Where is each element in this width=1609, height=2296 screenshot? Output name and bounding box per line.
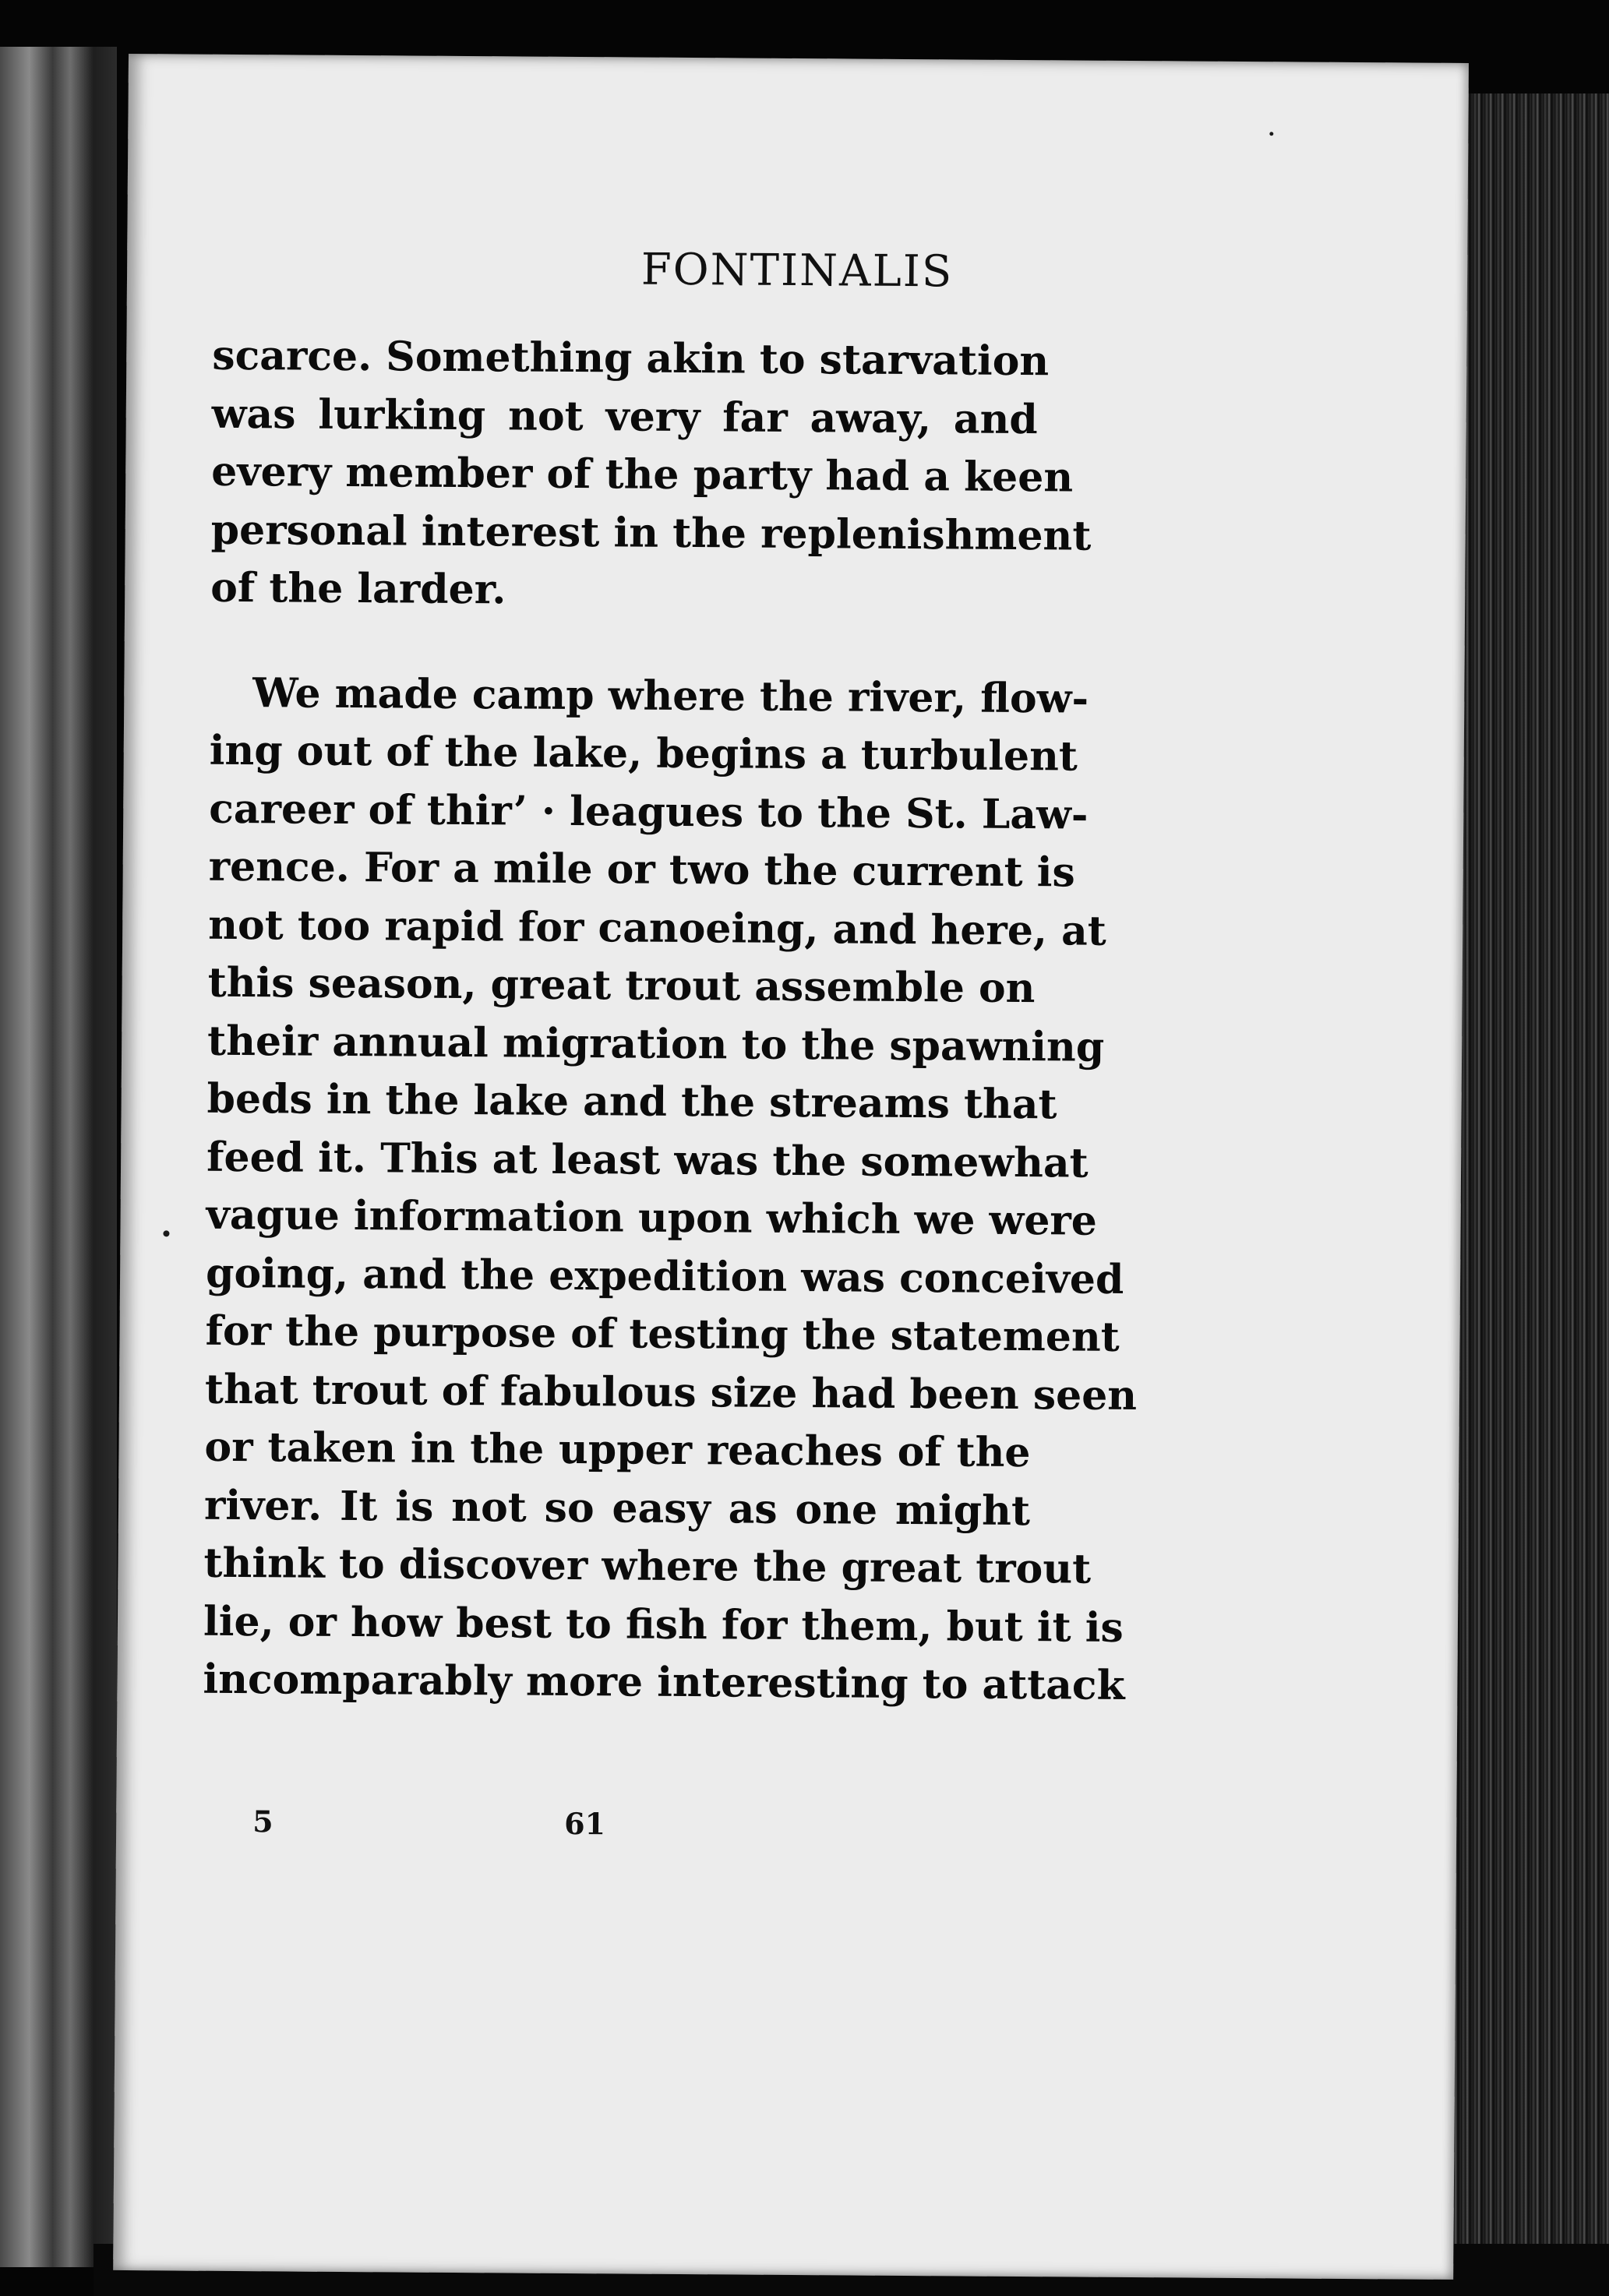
page-number: 61 (564, 1805, 606, 1842)
text-line: rence. For a mile or two the current is (208, 842, 1076, 897)
paragraph-gap (210, 617, 1036, 669)
text-line: not too rapid for canoeing, and here, at (208, 901, 1107, 955)
text-line: ing out of the lake, begins a turbulent (209, 726, 1078, 781)
text-line: river. It is not so easy as one might (203, 1481, 1031, 1535)
text-line: We made camp where the river, flow- (252, 668, 1089, 723)
paragraph-1 (210, 327, 1092, 623)
page-fore-edge (1449, 93, 1609, 2267)
facing-page-edge (0, 47, 117, 2267)
ink-speck (163, 1230, 169, 1236)
text-line: scarce. Something akin to starvation (212, 331, 1050, 386)
text-line: that trout of fabulous size had been seen (204, 1365, 1138, 1420)
text-line: of the larder. (210, 563, 506, 614)
ink-speck (1269, 132, 1273, 136)
text-line: think to discover where the great trout (203, 1539, 1092, 1593)
text-line: vague information upon which we were (206, 1190, 1098, 1245)
text-line: career of thir’ · leagues to the St. Law- (209, 785, 1089, 839)
text-line: lie, or how best to fish for them, but it is (203, 1597, 1124, 1652)
signature-mark: 5 (252, 1804, 273, 1839)
running-head: FONTINALIS (640, 244, 954, 298)
text-line: feed it. This at least was the somewhat (206, 1133, 1089, 1187)
text-line: going, and the expedition was conceived (205, 1249, 1124, 1303)
body-text (203, 327, 1138, 1715)
text-line: every member of the party had a keen (211, 447, 1074, 502)
text-line: incomparably more interesting to attack (203, 1655, 1125, 1709)
book-page (113, 54, 1469, 2280)
text-line: personal interest in the replenishment (210, 506, 1092, 560)
text-line: or taken in the upper reaches of the (204, 1423, 1031, 1477)
paragraph-2 (203, 664, 1138, 1714)
text-line: this season, great trout assemble on (207, 958, 1036, 1013)
text-line: beds in the lake and the streams that (206, 1074, 1057, 1129)
text-line: was lurking not very far away, and (211, 390, 1038, 443)
text-line: for the purpose of testing the statement (205, 1307, 1120, 1361)
text-line: their annual migration to the spawning (206, 1017, 1105, 1071)
